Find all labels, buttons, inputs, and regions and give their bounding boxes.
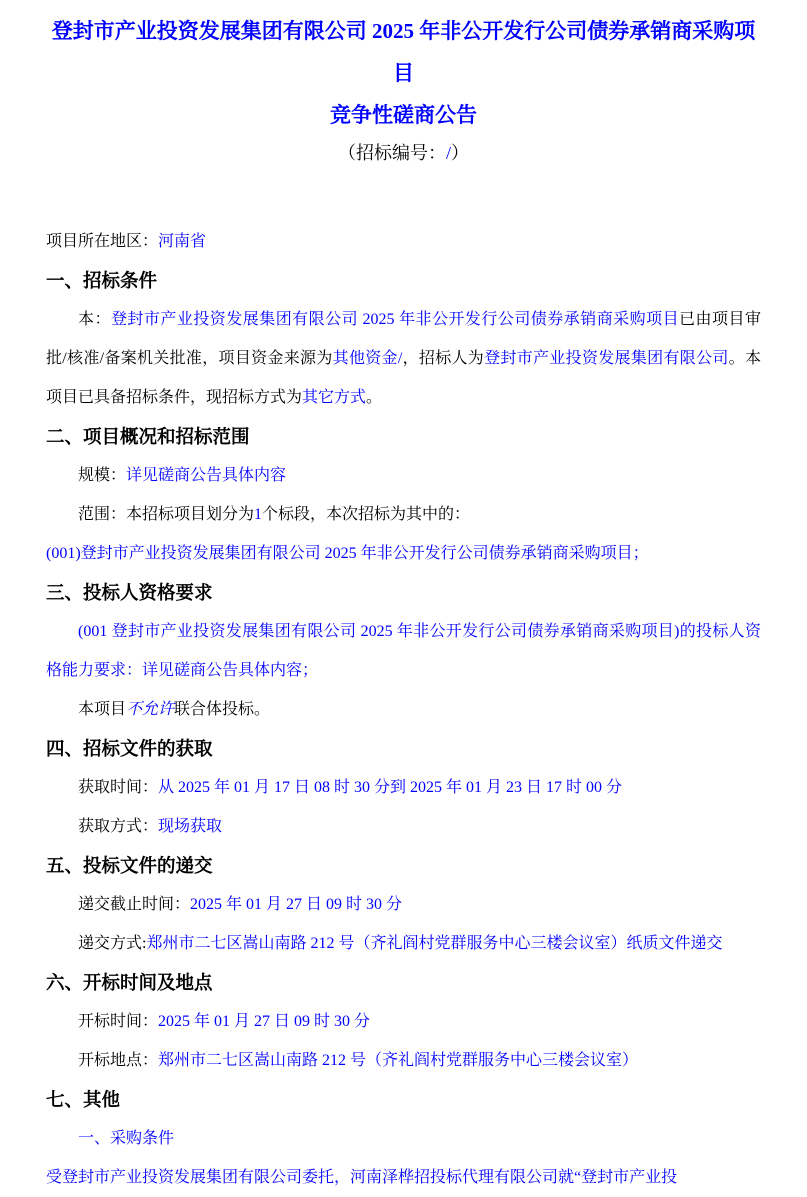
s1-project-name: 登封市产业投资发展集团有限公司 2025 年非公开发行公司债券承销商采购项目 xyxy=(110,311,680,328)
obtain-time-value: 从 2025 年 01 月 17 日 08 时 30 分到 2025 年 01 月 23 日 17 时 00 分 xyxy=(158,779,623,796)
obtain-method-line xyxy=(46,807,761,846)
section-2-heading: 二、项目概况和招标范围 xyxy=(46,426,250,447)
submission-method-line xyxy=(46,924,761,963)
qualification-paragraph xyxy=(46,612,761,690)
s1-tenderer-name: 登封市产业投资发展集团有限公司 xyxy=(484,350,729,367)
opening-time-label: 开标时间： xyxy=(78,1013,159,1030)
s1-fund-source: 其他资金/ xyxy=(332,350,403,367)
opening-place-line xyxy=(46,1041,761,1080)
section-1-paragraph xyxy=(46,300,761,417)
section-6-heading: 六、开标时间及地点 xyxy=(46,972,213,993)
consortium-prefix: 本项目 xyxy=(78,701,127,718)
scale-value: 详见磋商公告具体内容 xyxy=(126,467,287,484)
obtain-time-line xyxy=(46,768,761,807)
qualification-text: (001 登封市产业投资发展集团有限公司 2025 年非公开发行公司债券承销商采购项目)的投标人资格能力要求：详见磋商公告具体内容； xyxy=(46,623,761,679)
opening-time-value: 2025 年 01 月 27 日 09 时 30 分 xyxy=(158,1013,371,1030)
submission-deadline-line xyxy=(46,885,761,924)
tender-number-value: / xyxy=(445,143,451,163)
project-region-label: 项目所在地区： xyxy=(46,233,159,250)
entrust-text: 受登封市产业投资发展集团有限公司委托，河南泽桦招投标代理有限公司就“登封市产业投 xyxy=(46,1169,678,1186)
s1-approval-text: 已由项目审批/核准/备案机关批准，项目资金来源为 xyxy=(46,311,761,367)
top-spacer xyxy=(46,170,761,222)
consortium-line xyxy=(46,690,761,729)
procurement-conditions-subheading xyxy=(46,1119,761,1158)
submission-deadline-value: 2025 年 01 月 27 日 09 时 30 分 xyxy=(190,896,403,913)
section-5-heading: 五、投标文件的递交 xyxy=(46,855,213,876)
tender-number-label: （招标编号： xyxy=(337,143,446,163)
scale-line xyxy=(46,456,761,495)
consortium-suffix: 联合体投标。 xyxy=(174,701,271,718)
s1-tenderer-label: ，招标人为 xyxy=(402,350,485,367)
opening-place-value: 郑州市二七区嵩山南路 212 号（齐礼阎村党群服务中心三楼会议室） xyxy=(158,1052,639,1069)
lot-line xyxy=(46,534,761,573)
document-title-line2: 竞争性磋商公告 xyxy=(330,103,477,127)
obtain-method-label: 获取方式： xyxy=(78,818,159,835)
opening-time-line xyxy=(46,1002,761,1041)
scope-suffix: 个标段，本次招标为其中的： xyxy=(262,506,471,523)
s1-prefix: 本： xyxy=(78,311,111,328)
obtain-method-value: 现场获取 xyxy=(158,818,223,835)
section-1-heading: 一、招标条件 xyxy=(46,270,158,291)
s1-method-value: 其它方式 xyxy=(302,389,367,406)
s1-method-label: 。本项目已具备招标条件，现招标方式为 xyxy=(46,350,761,406)
section-3-heading: 三、投标人资格要求 xyxy=(46,582,213,603)
scope-lot-count: 1 xyxy=(254,506,263,523)
submission-method-label: 递交方式: xyxy=(78,935,147,952)
section-7-heading: 七、其他 xyxy=(46,1089,121,1110)
project-region-value: 河南省 xyxy=(158,233,207,250)
scope-line xyxy=(46,495,761,534)
opening-place-label: 开标地点： xyxy=(78,1052,159,1069)
procurement-conditions-text: 一、采购条件 xyxy=(78,1130,175,1147)
submission-deadline-label: 递交截止时间： xyxy=(78,896,191,913)
section-4-heading: 四、招标文件的获取 xyxy=(46,738,213,759)
obtain-time-label: 获取时间： xyxy=(78,779,159,796)
tender-number-line xyxy=(46,136,761,170)
scale-label: 规模： xyxy=(78,467,127,484)
consortium-not-allowed: 不允许 xyxy=(126,701,175,718)
submission-method-value: 郑州市二七区嵩山南路 212 号（齐礼阎村党群服务中心三楼会议室）纸质文件递交 xyxy=(146,935,723,952)
tender-number-close: ） xyxy=(451,143,469,163)
lot-description: (001)登封市产业投资发展集团有限公司 2025 年非公开发行公司债券承销商采购项目； xyxy=(46,545,649,562)
project-region-line xyxy=(46,222,761,261)
scope-prefix: 范围：本招标项目划分为 xyxy=(78,506,255,523)
s1-period: 。 xyxy=(366,389,383,406)
entrust-paragraph xyxy=(46,1158,761,1197)
document-title-line1: 登封市产业投资发展集团有限公司 2025 年非公开发行公司债券承销商采购项目 xyxy=(51,19,756,85)
